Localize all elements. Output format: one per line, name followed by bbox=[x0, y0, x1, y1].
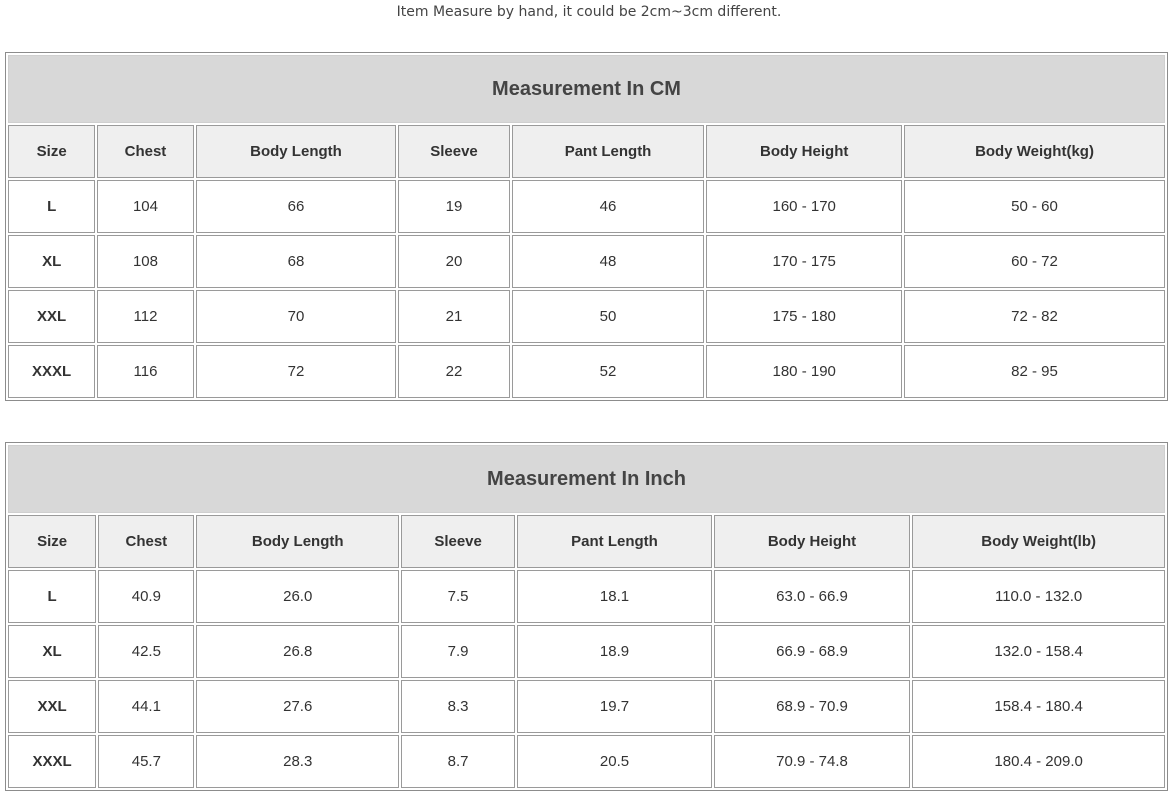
size-cell: XL bbox=[8, 625, 96, 678]
header-pant-length: Pant Length bbox=[517, 515, 712, 568]
size-cell: XXL bbox=[8, 680, 96, 733]
cm-measurement-table bbox=[5, 52, 1168, 401]
size-cell: L bbox=[8, 570, 96, 623]
body-height-cell: 180 - 190 bbox=[706, 345, 902, 398]
sleeve-cell: 7.9 bbox=[401, 625, 515, 678]
body-weight-cell: 110.0 - 132.0 bbox=[912, 570, 1165, 623]
sleeve-cell: 8.7 bbox=[401, 735, 515, 788]
body-height-cell: 70.9 - 74.8 bbox=[714, 735, 911, 788]
table-row bbox=[8, 570, 1165, 623]
header-body-weight: Body Weight(lb) bbox=[912, 515, 1165, 568]
body-height-cell: 160 - 170 bbox=[706, 180, 902, 233]
body-length-cell: 27.6 bbox=[196, 680, 399, 733]
header-size: Size bbox=[8, 125, 95, 178]
header-sleeve: Sleeve bbox=[398, 125, 509, 178]
table-title: Measurement In CM bbox=[8, 55, 1165, 123]
table-row bbox=[8, 235, 1165, 288]
body-height-cell: 170 - 175 bbox=[706, 235, 902, 288]
chest-cell: 108 bbox=[97, 235, 193, 288]
size-cell: XXXL bbox=[8, 345, 95, 398]
table-row bbox=[8, 735, 1165, 788]
header-sleeve: Sleeve bbox=[401, 515, 515, 568]
body-weight-cell: 82 - 95 bbox=[904, 345, 1165, 398]
table-row bbox=[8, 345, 1165, 398]
chest-cell: 44.1 bbox=[98, 680, 194, 733]
size-cell: L bbox=[8, 180, 95, 233]
body-weight-cell: 180.4 - 209.0 bbox=[912, 735, 1165, 788]
pant-length-cell: 46 bbox=[512, 180, 705, 233]
table-title-row bbox=[8, 445, 1165, 513]
table-row bbox=[8, 180, 1165, 233]
sleeve-cell: 21 bbox=[398, 290, 509, 343]
table-row bbox=[8, 625, 1165, 678]
header-body-weight: Body Weight(kg) bbox=[904, 125, 1165, 178]
chest-cell: 116 bbox=[97, 345, 193, 398]
pant-length-cell: 18.1 bbox=[517, 570, 712, 623]
size-cell: XXXL bbox=[8, 735, 96, 788]
body-weight-cell: 132.0 - 158.4 bbox=[912, 625, 1165, 678]
pant-length-cell: 19.7 bbox=[517, 680, 712, 733]
table-header-row bbox=[8, 125, 1165, 178]
size-cell: XXL bbox=[8, 290, 95, 343]
sleeve-cell: 8.3 bbox=[401, 680, 515, 733]
header-body-length: Body Length bbox=[196, 125, 397, 178]
chest-cell: 112 bbox=[97, 290, 193, 343]
header-size: Size bbox=[8, 515, 96, 568]
header-chest: Chest bbox=[97, 125, 193, 178]
body-length-cell: 26.8 bbox=[196, 625, 399, 678]
sleeve-cell: 22 bbox=[398, 345, 509, 398]
body-weight-cell: 60 - 72 bbox=[904, 235, 1165, 288]
pant-length-cell: 18.9 bbox=[517, 625, 712, 678]
table-title-row bbox=[8, 55, 1165, 123]
header-body-height: Body Height bbox=[714, 515, 911, 568]
body-length-cell: 72 bbox=[196, 345, 397, 398]
body-height-cell: 68.9 - 70.9 bbox=[714, 680, 911, 733]
size-cell: XL bbox=[8, 235, 95, 288]
sleeve-cell: 19 bbox=[398, 180, 509, 233]
body-length-cell: 70 bbox=[196, 290, 397, 343]
body-length-cell: 68 bbox=[196, 235, 397, 288]
chest-cell: 40.9 bbox=[98, 570, 194, 623]
header-body-length: Body Length bbox=[196, 515, 399, 568]
pant-length-cell: 48 bbox=[512, 235, 705, 288]
header-chest: Chest bbox=[98, 515, 194, 568]
inch-measurement-table bbox=[5, 442, 1168, 791]
body-length-cell: 26.0 bbox=[196, 570, 399, 623]
chest-cell: 45.7 bbox=[98, 735, 194, 788]
table-row bbox=[8, 680, 1165, 733]
header-pant-length: Pant Length bbox=[512, 125, 705, 178]
pant-length-cell: 52 bbox=[512, 345, 705, 398]
pant-length-cell: 20.5 bbox=[517, 735, 712, 788]
body-height-cell: 175 - 180 bbox=[706, 290, 902, 343]
table-header-row bbox=[8, 515, 1165, 568]
header-body-height: Body Height bbox=[706, 125, 902, 178]
measurement-note: Item Measure by hand, it could be 2cm~3cm different. bbox=[396, 4, 782, 20]
sleeve-cell: 20 bbox=[398, 235, 509, 288]
table-row bbox=[8, 290, 1165, 343]
chest-cell: 104 bbox=[97, 180, 193, 233]
chest-cell: 42.5 bbox=[98, 625, 194, 678]
body-height-cell: 63.0 - 66.9 bbox=[714, 570, 911, 623]
body-length-cell: 28.3 bbox=[196, 735, 399, 788]
sleeve-cell: 7.5 bbox=[401, 570, 515, 623]
body-weight-cell: 50 - 60 bbox=[904, 180, 1165, 233]
body-length-cell: 66 bbox=[196, 180, 397, 233]
body-height-cell: 66.9 - 68.9 bbox=[714, 625, 911, 678]
body-weight-cell: 72 - 82 bbox=[904, 290, 1165, 343]
pant-length-cell: 50 bbox=[512, 290, 705, 343]
body-weight-cell: 158.4 - 180.4 bbox=[912, 680, 1165, 733]
table-title: Measurement In Inch bbox=[8, 445, 1165, 513]
